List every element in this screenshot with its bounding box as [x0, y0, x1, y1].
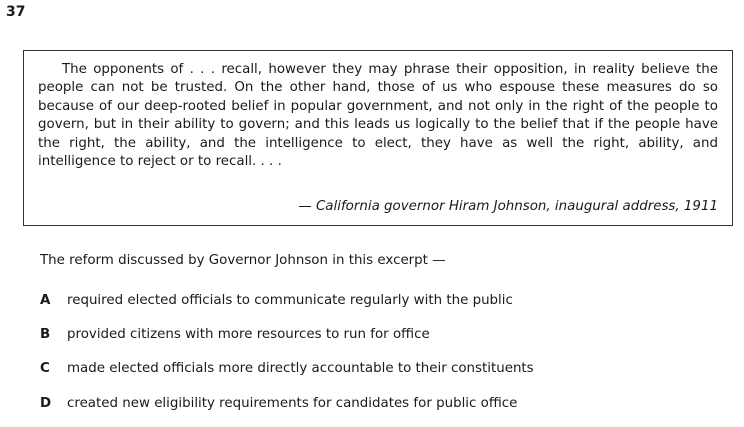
answer-choice-a[interactable] [40, 293, 513, 308]
choice-text: provided citizens with more resources to run for office [67, 327, 430, 342]
choice-letter: B [40, 327, 51, 342]
choice-text: required elected officials to communicate regularly with the public [67, 293, 513, 308]
excerpt-text: The opponents of . . . recall, however they may phrase their opposition, in reality believe the people can not be trusted. On the other hand, those of us who espouse these measures do so because of our deep-rooted belief in popular government, and not only in the right of the people to govern, but in their ability to govern; and this leads us logically to the belief that if the people have the right, the ability, and the intelligence to elect, they have as well the right, ability, and intelligence to reject or to recall. . . . [38, 62, 718, 170]
choice-letter: A [40, 293, 51, 308]
answer-choice-b[interactable] [40, 327, 430, 342]
choice-text: made elected officials more directly accountable to their constituents [67, 361, 534, 376]
excerpt-box [23, 50, 733, 226]
choice-text: created new eligibility requirements for candidates for public office [67, 396, 518, 411]
answer-choice-d[interactable] [40, 396, 517, 411]
excerpt-attribution: — California governor Hiram Johnson, inaugural address, 1911 [298, 199, 718, 214]
choice-letter: D [40, 396, 52, 411]
choice-letter: C [40, 361, 50, 376]
question-number: 37 [6, 4, 26, 20]
question-stem: The reform discussed by Governor Johnson in this excerpt — [40, 253, 446, 268]
answer-choice-c[interactable] [40, 361, 534, 376]
